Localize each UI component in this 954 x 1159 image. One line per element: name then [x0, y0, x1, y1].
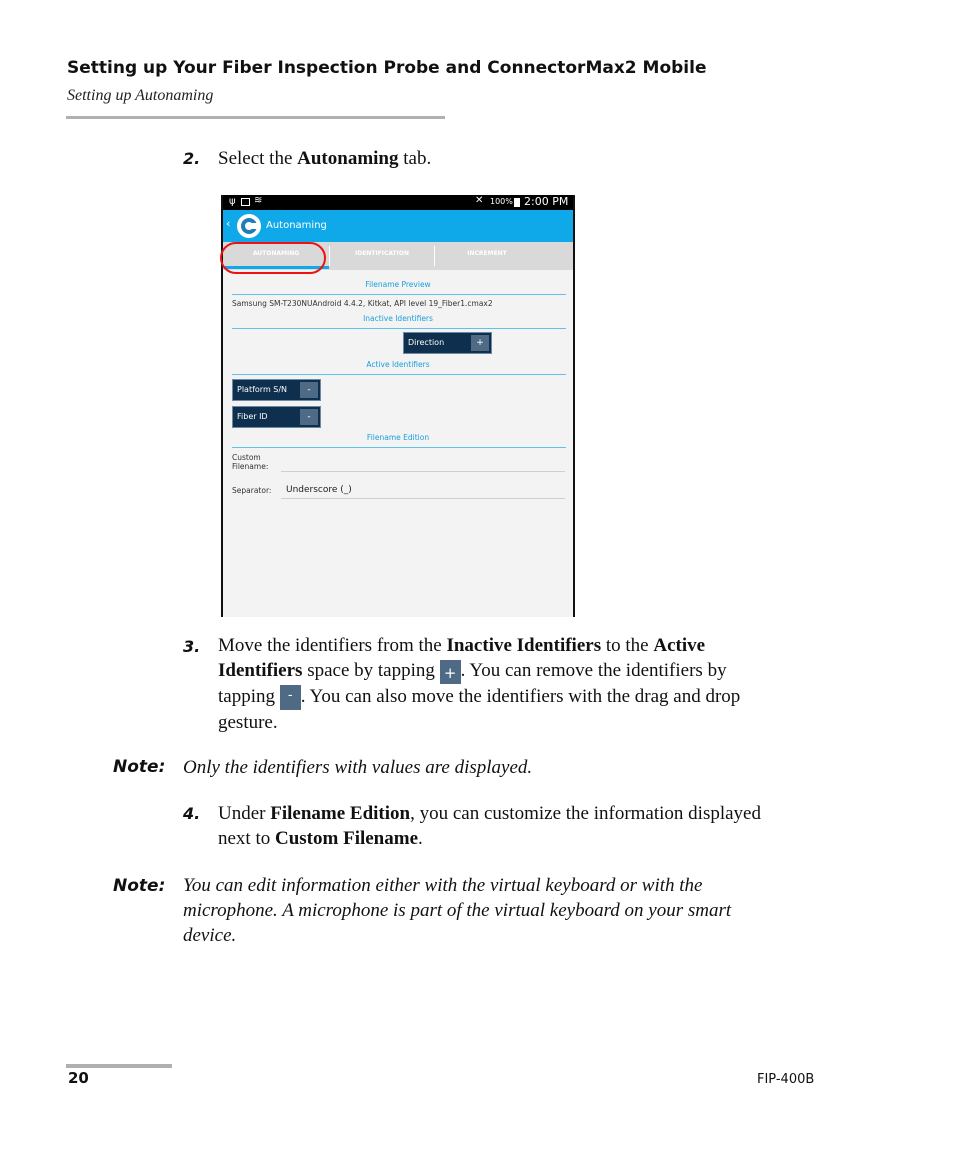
- battery-icon: [514, 198, 520, 207]
- tab-increment-label: INCREMENT: [467, 250, 507, 257]
- identifier-direction-label: Direction: [408, 338, 445, 347]
- custom-filename-emphasis: Custom Filename: [275, 828, 419, 849]
- battery-percent: 100%: [490, 197, 513, 206]
- inactive-identifiers-title: Inactive Identifiers: [363, 314, 433, 323]
- mute-icon: ✕: [475, 195, 484, 206]
- filename-preview-value: Samsung SM-T230NUAndroid 4.4.2, Kitkat, API level 19_Fiber1.cmax2: [232, 299, 493, 308]
- remove-identifier-button[interactable]: -: [300, 382, 318, 398]
- step-3-text-c: space by tapping: [302, 660, 440, 681]
- filename-edition-emphasis: Filename Edition: [270, 803, 411, 824]
- app-logo-icon: [237, 214, 261, 238]
- tab-identification[interactable]: [330, 242, 434, 270]
- custom-label-line2: Filename:: [232, 462, 269, 471]
- document-id: FIP-400B: [757, 1072, 815, 1087]
- tab-increment[interactable]: [435, 242, 539, 270]
- section-rule: [232, 294, 566, 295]
- wifi-icon: ≋: [254, 195, 263, 206]
- autonaming-emphasis: Autonaming: [297, 148, 399, 169]
- highlight-oval: [220, 242, 326, 274]
- filename-edition-title: Filename Edition: [366, 433, 430, 442]
- header-rule: [66, 116, 445, 119]
- section-rule: [232, 374, 566, 375]
- note-label: Note:: [113, 876, 166, 896]
- note-2-line-2: microphone. A microphone is part of the virtual keyboard on your smart: [183, 900, 732, 921]
- step-4-text: [218, 801, 828, 851]
- step-2-text-a: Select the: [218, 148, 298, 169]
- note-1-text: Only the identifiers with values are displayed.: [183, 757, 533, 778]
- identifier-fiber-id-label: Fiber ID: [237, 412, 268, 421]
- separator-select[interactable]: Underscore (_): [286, 485, 352, 495]
- section-rule: [232, 447, 566, 448]
- step-3-number: 3.: [183, 637, 201, 656]
- page-number: 20: [68, 1069, 89, 1087]
- separator-field-line: [281, 498, 565, 499]
- inactive-identifiers-emphasis: Inactive Identifiers: [446, 635, 602, 656]
- plus-button-icon: +: [440, 660, 461, 684]
- tab-autonaming-label: AUTONAMING: [252, 250, 300, 257]
- minus-button-icon: -: [280, 685, 301, 710]
- tab-identification-label: IDENTIFICATION: [354, 250, 410, 257]
- step-4-text-a: Under: [218, 803, 271, 824]
- step-4-text-d: .: [418, 828, 423, 849]
- chapter-title: Setting up Your Fiber Inspection Probe and ConnectorMax2 Mobile: [67, 58, 707, 78]
- status-time: 2:00 PM: [524, 195, 569, 208]
- image-icon: [241, 198, 250, 206]
- note-2-text: [183, 873, 833, 948]
- step-2-text: [218, 146, 431, 171]
- step-2-text-b: tab.: [398, 148, 432, 169]
- add-identifier-button[interactable]: +: [471, 335, 489, 351]
- identifier-direction[interactable]: [403, 332, 492, 354]
- step-3-text-f: . You can also move the identifiers with the drag and drop: [300, 685, 741, 707]
- identifier-platform-sn[interactable]: [232, 379, 321, 401]
- custom-filename-label: [232, 453, 268, 471]
- step-4-text-c: next to: [218, 828, 275, 849]
- back-chevron-icon[interactable]: ‹: [226, 217, 231, 230]
- step-2-number: 2.: [183, 149, 201, 168]
- note-label: Note:: [113, 757, 166, 777]
- step-3-text-b: to the: [601, 635, 654, 656]
- step-3-text-d: . You can remove the identifiers by: [460, 660, 727, 681]
- note-2-line-1: You can edit information either with the virtual keyboard or with the: [183, 875, 703, 896]
- identifiers-emphasis: Identifiers: [218, 660, 303, 681]
- section-subtitle: Setting up Autonaming: [67, 87, 214, 104]
- filename-preview-title: Filename Preview: [365, 280, 431, 289]
- step-3-text-e: tapping: [218, 685, 280, 707]
- separator-label: Separator:: [232, 486, 272, 495]
- step-3-text: [218, 633, 818, 735]
- step-4-number: 4.: [183, 804, 201, 823]
- active-emphasis: Active: [653, 635, 706, 656]
- usb-icon: ψ: [229, 196, 236, 207]
- custom-label-line1: Custom: [232, 453, 261, 462]
- status-bar: [223, 195, 573, 210]
- custom-filename-field[interactable]: [281, 471, 565, 472]
- note-2-line-3: device.: [183, 925, 237, 946]
- step-4-text-b: , you can customize the information displayed: [410, 803, 761, 824]
- step-3-text-a: Move the identifiers from the: [218, 635, 447, 656]
- app-title: Autonaming: [266, 220, 327, 231]
- active-identifiers-title: Active Identifiers: [366, 360, 430, 369]
- identifier-platform-sn-label: Platform S/N: [237, 385, 288, 394]
- section-rule: [232, 328, 566, 329]
- footer-rule: [66, 1064, 172, 1068]
- remove-identifier-button[interactable]: -: [300, 409, 318, 425]
- step-3-text-g: gesture.: [218, 711, 278, 733]
- app-bar: [223, 210, 573, 242]
- identifier-fiber-id[interactable]: [232, 406, 321, 428]
